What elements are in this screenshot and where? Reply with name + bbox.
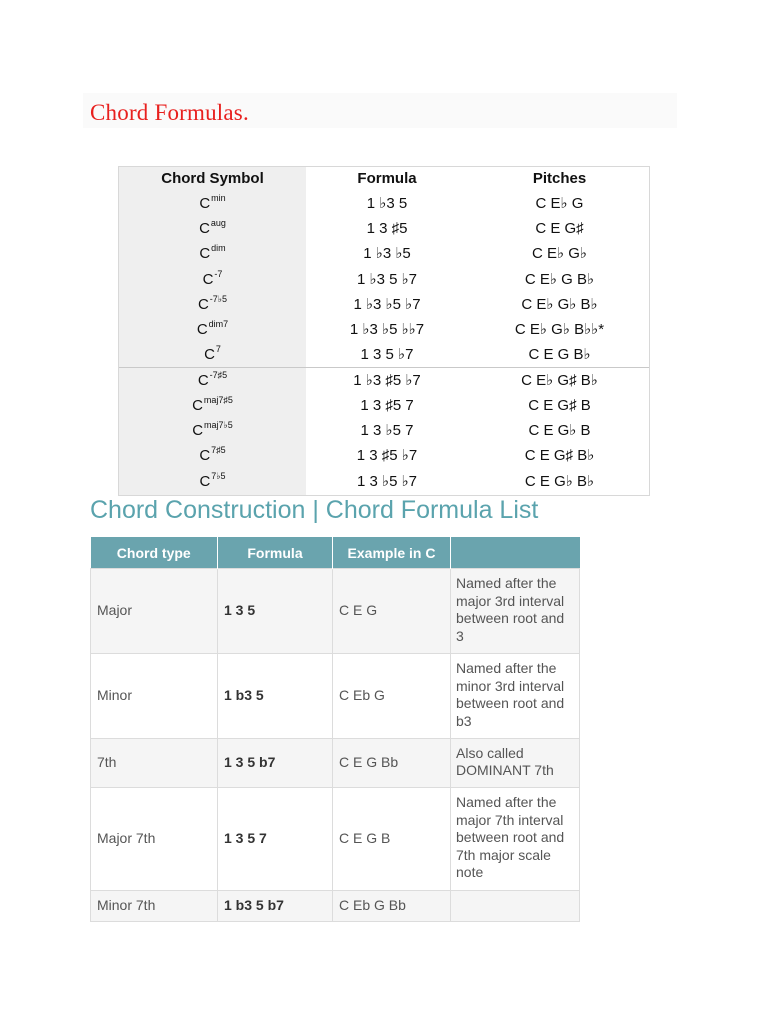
chord-quality: maj7♭5 [204,420,233,430]
chord-symbol [119,216,306,241]
table-row [91,788,580,891]
chord-type: Major 7th [91,788,218,891]
chord-root: C [199,473,211,490]
table-row [119,443,649,468]
chord-root: C [204,346,215,363]
chord-formula: 1 ♭3 5 [366,195,408,212]
table-row [119,317,649,342]
table-header-row [91,537,580,569]
chord-root: C [199,245,211,262]
chord-note: Also called DOMINANT 7th [451,739,580,788]
chord-pitches: C E♭ G [535,195,584,212]
chord-symbol [119,342,306,367]
chord-quality: dim [211,243,226,253]
chord-symbol [119,443,306,468]
chord-example: C E G Bb [333,739,451,788]
section-title-chord-formulas: Chord Formulas. [90,100,249,125]
table-row [91,569,580,654]
chord-pitches: C E♭ G♯ B♭ [521,372,598,389]
chord-quality: -7 [214,269,223,279]
header-chord-type: Chord type [91,537,218,569]
chord-formula: 1 3 ♯5 ♭7 [356,447,418,464]
chord-formula: 1 ♭3 ♭5 [363,245,411,262]
chord-formula: 1 3 ♭5 7 [360,422,414,439]
chord-pitches: C E G♯ B♭ [524,447,595,464]
table-row [119,241,649,266]
chord-root: C [199,195,211,212]
chord-construction-table [90,537,580,922]
chord-root: C [197,372,209,389]
chord-example: C E G B [333,788,451,891]
table-row [91,891,580,922]
chord-pitches: C E G B♭ [528,346,591,363]
table-row [119,267,649,292]
chord-note: Named after the major 3rd interval between root and 3 [451,569,580,654]
table-row [119,393,649,418]
chord-pitches: C E♭ G♭ B♭♭* [514,321,605,338]
chord-root: C [202,271,214,288]
chord-type: 7th [91,739,218,788]
chord-pitches: C E♭ G B♭ [524,271,595,288]
chord-note [451,891,580,922]
table-row [119,292,649,317]
chord-formula: 1 b3 5 [218,654,333,739]
chord-quality: 7♯5 [211,445,226,455]
section-title-chord-construction: Chord Construction | Chord Formula List [90,496,539,524]
header-formula: Formula [357,170,417,187]
chord-pitches: C E G♯ [535,220,584,237]
chord-quality: min [211,193,226,203]
chord-formula: 1 3 5 7 [218,788,333,891]
chord-pitches: C E♭ G♭ B♭ [521,296,598,313]
table-row [119,469,649,494]
header-example-in-c: Example in C [333,537,451,569]
chord-quality: 7♭5 [211,471,226,481]
chord-formula: 1 3 ♯5 [366,220,408,237]
chord-symbol [119,292,306,317]
chord-symbol [119,317,306,342]
chord-quality: aug [210,218,226,228]
chord-example: C E G [333,569,451,654]
chord-note: Named after the major 7th interval between root and 7th major scale note [451,788,580,891]
chord-type: Minor [91,654,218,739]
header-formula: Formula [218,537,333,569]
chord-example: C Eb G [333,654,451,739]
chord-symbol [119,191,306,216]
chord-quality: maj7♯5 [203,395,233,405]
chord-root: C [199,447,211,464]
table-row [91,739,580,788]
chord-symbol [119,241,306,266]
chord-formula: 1 ♭3 ♭5 ♭7 [353,296,421,313]
chord-formula: 1 3 ♭5 ♭7 [356,473,418,490]
chord-type: Minor 7th [91,891,218,922]
table-row [91,654,580,739]
chord-quality: -7♭5 [209,294,228,304]
chord-root: C [199,220,210,237]
table-row [119,342,649,367]
chord-formula: 1 3 5 b7 [218,739,333,788]
chord-pitches: C E♭ G♭ [532,245,587,262]
chord-pitches: C E G♭ B [528,422,591,439]
chord-formula-table [118,166,650,496]
chord-formula: 1 3 ♯5 7 [360,397,414,414]
chord-example: C Eb G Bb [333,891,451,922]
chord-symbol [119,393,306,418]
chord-root: C [197,296,209,313]
header-notes [451,537,580,569]
chord-type: Major [91,569,218,654]
chord-root: C [192,422,204,439]
chord-formula: 1 ♭3 ♭5 ♭♭7 [349,321,425,338]
table-row [119,368,649,393]
table-row [119,216,649,241]
table-row [119,191,649,216]
chord-root: C [196,321,208,338]
chord-formula: 1 3 5 [218,569,333,654]
header-pitches: Pitches [532,170,587,187]
header-chord-symbol: Chord Symbol [161,170,264,187]
chord-formula: 1 b3 5 b7 [218,891,333,922]
chord-symbol [119,267,306,292]
section-title-bar [83,93,677,128]
table-row [119,418,649,443]
chord-formula: 1 3 5 ♭7 [360,346,414,363]
chord-note: Named after the minor 3rd interval between root and b3 [451,654,580,739]
chord-symbol [119,469,306,494]
chord-pitches: C E G♯ B [528,397,591,414]
chord-quality: dim7 [208,319,229,329]
chord-quality: -7♯5 [209,370,228,380]
chord-formula: 1 ♭3 ♯5 ♭7 [353,372,421,389]
chord-symbol [119,418,306,443]
chord-root: C [192,397,203,414]
chord-quality: 7 [215,344,221,354]
chord-symbol [119,368,306,393]
chord-pitches: C E G♭ B♭ [524,473,595,490]
chord-formula: 1 ♭3 5 ♭7 [356,271,418,288]
